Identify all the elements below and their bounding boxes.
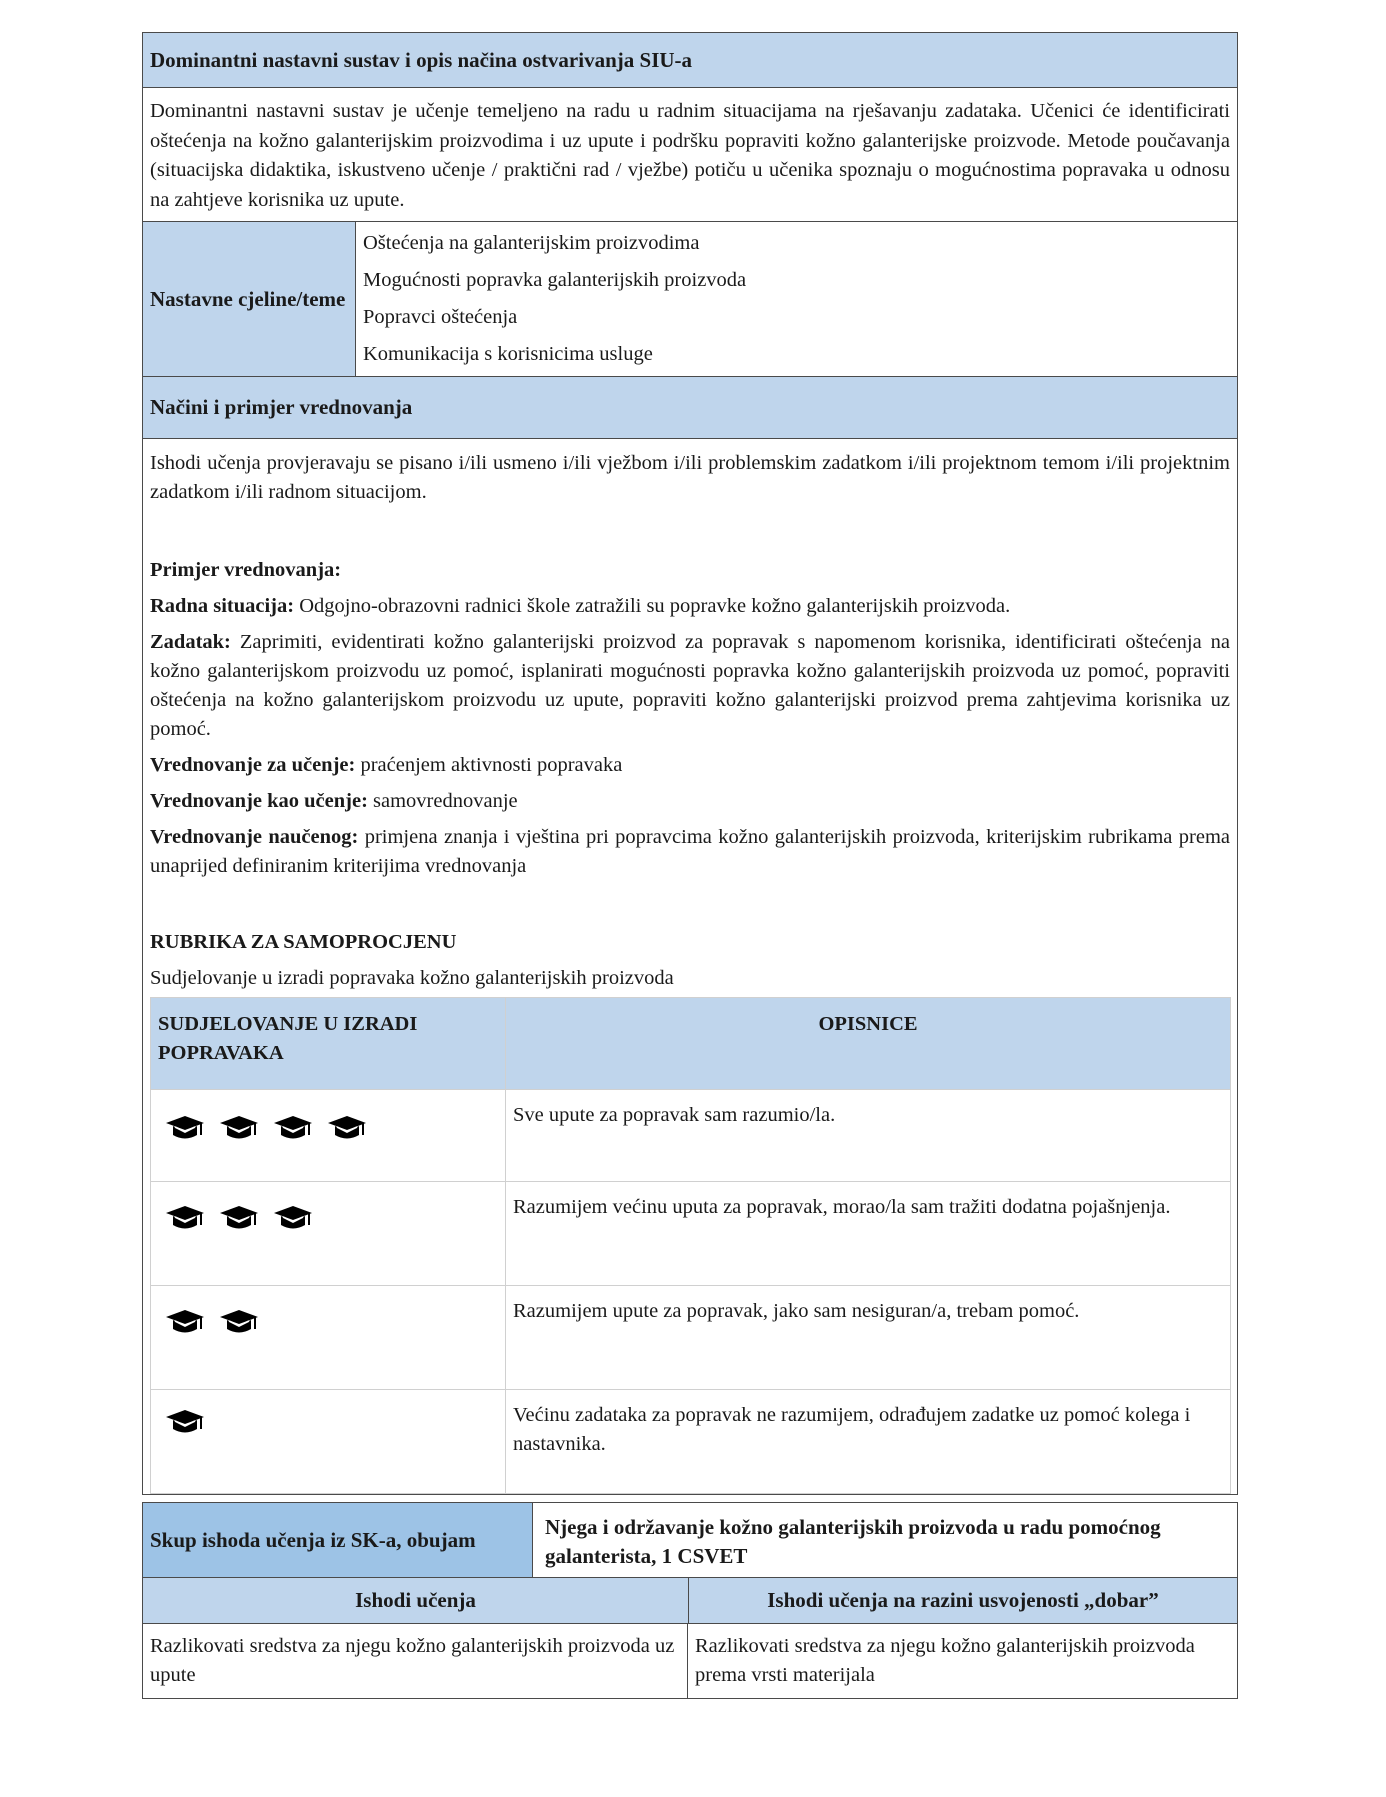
rubric-rating-3 [151, 1182, 506, 1286]
themes-label: Nastavne cjeline/teme [143, 222, 356, 376]
section-header-evaluation: Načini i primjer vrednovanja [143, 376, 1237, 439]
rubric-row [151, 1090, 1231, 1182]
rubric-row [151, 1390, 1231, 1494]
graduation-cap-icon [272, 1204, 314, 1232]
rubric-descriptor: Većinu zadataka za popravak ne razumijem, odrađujem zadatke uz pomoć kolega i nastavnika. [506, 1390, 1231, 1494]
rubric-descriptor: Razumijem upute za popravak, jako sam nesiguran/a, trebam pomoć. [506, 1286, 1231, 1390]
theme-item: Mogućnosti popravka galanterijskih proizvoda [363, 269, 747, 291]
col-outcomes: Ishodi učenja [143, 1578, 689, 1623]
evaluation-section [143, 439, 1237, 1494]
evaluation-of-learning [150, 823, 1230, 881]
rubric-title: RUBRIKA ZA SAMOPROCJENU [150, 931, 457, 953]
evaluation-for-learning-text: praćenjem aktivnosti popravaka [355, 754, 623, 776]
rubric-row [151, 1182, 1231, 1286]
task-text: Zaprimiti, evidentirati kožno galanterijski proizvod za popravak s napomenom korisnika, identificirati oštećenja na kožno galanterijskom proizvodu uz pomoć, isplanirati mogućnosti popravka kožno galanterijskih proizvoda uz pomoć, popraviti oštećenja na kožno galanterijskom proizvodu uz upute, popraviti kožno galanterijski proizvod prema zahtjevima korisnika uz pomoć. [150, 631, 1230, 740]
task-label: Zadatak: [150, 631, 231, 653]
work-situation [150, 592, 1230, 621]
evaluation-as-learning [150, 787, 1230, 816]
evaluation-of-learning-text: primjena znanja i vještina pri popravcima kožno galanterijskih proizvoda, kriterijskim rubrikama prema unaprijed definiranim kriterijima vrednovanja [150, 826, 1230, 877]
graduation-cap-icon [272, 1114, 314, 1142]
themes-list [356, 222, 1237, 376]
outcomes-header-row [143, 1578, 1237, 1624]
rubric-col-descriptors: OPISNICE [506, 998, 1231, 1090]
outcomes-set-row [143, 1503, 1237, 1578]
evaluation-of-learning-label: Vrednovanje naučenog: [150, 826, 359, 848]
evaluation-as-learning-label: Vrednovanje kao učenje: [150, 790, 368, 812]
graduation-cap-icon [164, 1114, 206, 1142]
theme-item: Oštećenja na galanterijskim proizvodima [363, 232, 700, 254]
outcome-good-cell: Razlikovati sredstva za njegu kožno galanterijskih proizvoda prema vrsti materijala [695, 1635, 1195, 1686]
col-outcomes-good: Ishodi učenja na razini usvojenosti „dobar” [767, 1588, 1159, 1612]
graduation-cap-icon [218, 1204, 260, 1232]
teaching-system-description: Dominantni nastavni sustav je učenje temeljeno na radu u radnim situacijama na rješavanju zadataka. Učenici će identificirati oštećenja na kožno galanterijskim proizvodima i uz upute i podršku popraviti kožno galanterijske proizvode. Metode poučavanja (situacijska didaktika, iskustveno učenje / praktični rad / vježbe) potiču u učenika spoznaju o mogućnostima popravaka u odnosu na zahtjeve korisnika uz upute. [150, 100, 1230, 211]
graduation-cap-icon [218, 1308, 260, 1336]
learning-outcomes-table [142, 1502, 1238, 1699]
rubric-col-participation: SUDJELOVANJE U IZRADI POPRAVAKA [151, 998, 506, 1090]
work-situation-label: Radna situacija: [150, 595, 295, 617]
graduation-cap-icon [326, 1114, 368, 1142]
self-assessment-rubric [150, 997, 1231, 1494]
rubric-rating-2 [151, 1286, 506, 1390]
work-situation-text: Odgojno-obrazovni radnici škole zatražili su popravke kožno galanterijskih proizvoda. [294, 595, 1011, 617]
rubric-rating-4 [151, 1090, 506, 1182]
task [150, 628, 1230, 744]
rubric-rating-1 [151, 1390, 506, 1494]
theme-item: Popravci oštećenja [363, 306, 518, 328]
rubric-descriptor: Razumijem većinu uputa za popravak, morao/la sam tražiti dodatna pojašnjenja. [506, 1182, 1231, 1286]
example-title: Primjer vrednovanja: [150, 559, 342, 581]
rubric-row [151, 1286, 1231, 1390]
evaluation-for-learning [150, 751, 1230, 780]
rubric-header-row [151, 998, 1231, 1090]
themes-row [143, 221, 1237, 376]
graduation-cap-icon [164, 1408, 206, 1436]
course-table [142, 32, 1238, 1495]
graduation-cap-icon [218, 1114, 260, 1142]
rubric-subtitle: Sudjelovanje u izradi popravaka kožno galanterijskih proizvoda [150, 967, 674, 989]
outcomes-set-value: Njega i održavanje kožno galanterijskih proizvoda u radu pomoćnog galanterista, 1 CSVET [545, 1515, 1161, 1568]
graduation-cap-icon [164, 1204, 206, 1232]
theme-item: Komunikacija s korisnicima usluge [363, 343, 653, 365]
outcomes-set-label: Skup ishoda učenja iz SK-a, obujam [143, 1503, 533, 1577]
section-header-teaching-system: Dominantni nastavni sustav i opis načina ostvarivanja SIU-a [143, 33, 1237, 88]
graduation-cap-icon [164, 1308, 206, 1336]
rubric-descriptor: Sve upute za popravak sam razumio/la. [506, 1090, 1231, 1182]
outcome-cell: Razlikovati sredstva za njegu kožno galanterijskih proizvoda uz upute [143, 1624, 688, 1698]
evaluation-intro: Ishodi učenja provjeravaju se pisano i/ili usmeno i/ili vježbom i/ili problemskim zadatkom i/ili projektnom temom i/ili projektnim zadatkom i/ili radnom situacijom. [150, 452, 1230, 503]
table-row [143, 1624, 1237, 1698]
evaluation-for-learning-label: Vrednovanje za učenje: [150, 754, 356, 776]
evaluation-as-learning-text: samovrednovanje [367, 790, 518, 812]
